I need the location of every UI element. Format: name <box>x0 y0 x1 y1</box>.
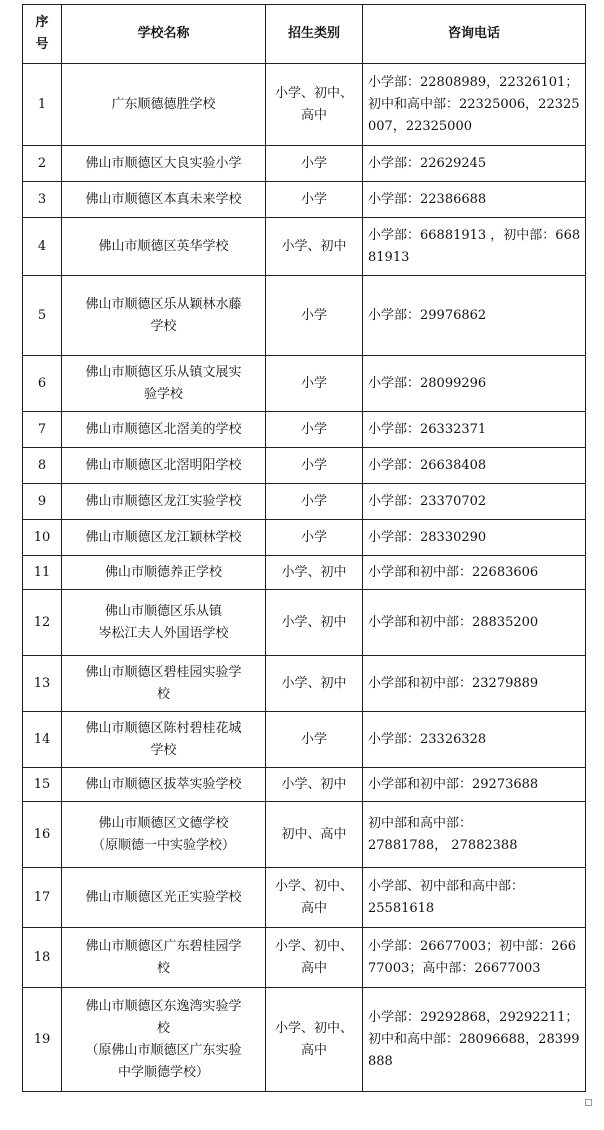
cell-index <box>23 520 62 556</box>
header-category: 招生类别 <box>266 5 363 64</box>
cell-category-line: 小学、初中 <box>281 564 347 580</box>
cell-category <box>266 712 363 768</box>
cell-category <box>266 520 363 556</box>
cell-phone <box>363 448 586 484</box>
table-row <box>23 768 586 802</box>
cell-index-line: 10 <box>33 529 51 545</box>
cell-index-line: 12 <box>33 614 51 630</box>
cell-index <box>23 448 62 484</box>
table-row <box>23 484 586 520</box>
cell-category-line: 小学、初中 <box>281 776 347 792</box>
cell-index <box>23 218 62 276</box>
cell-school-name-line: 佛山市顺德区光正实验学校 <box>85 889 242 905</box>
cell-phone-line: 小学部、初中部和高中部： <box>368 878 525 894</box>
table-row <box>23 988 586 1092</box>
header-row <box>23 5 586 64</box>
cell-category <box>266 356 363 412</box>
cell-index <box>23 146 62 182</box>
cell-index-line: 18 <box>33 949 51 965</box>
cell-phone <box>363 556 586 590</box>
header-index-line2: 号 <box>35 37 49 52</box>
cell-school-name-line: 佛山市顺德区北滘美的学校 <box>85 421 242 437</box>
cell-index <box>23 988 62 1092</box>
cell-index-line: 16 <box>33 826 51 842</box>
cell-school-name <box>62 218 266 276</box>
cell-index-line: 3 <box>37 191 47 207</box>
cell-index-line: 1 <box>37 96 47 112</box>
cell-school-name <box>62 988 266 1092</box>
cell-school-name <box>62 146 266 182</box>
cell-school-name <box>62 590 266 656</box>
cell-phone <box>363 146 586 182</box>
cell-index <box>23 928 62 988</box>
cell-school-name-line: 学校 <box>150 318 177 334</box>
cell-school-name <box>62 928 266 988</box>
cell-category <box>266 448 363 484</box>
cell-school-name-line: 校 <box>156 960 170 976</box>
cell-school-name-line: 佛山市顺德区乐从镇文展实 <box>85 364 242 380</box>
cell-school-name-line: 广东顺德德胜学校 <box>111 96 216 112</box>
cell-category-line: 小学、初中 <box>281 675 347 691</box>
cell-category-line: 小学 <box>300 155 327 171</box>
table-row <box>23 590 586 656</box>
cell-category-line: 高中 <box>300 1042 327 1058</box>
cell-school-name-line: 佛山市顺德区陈村碧桂花城 <box>85 720 242 736</box>
cell-school-name <box>62 182 266 218</box>
cell-phone <box>363 590 586 656</box>
table-row <box>23 520 586 556</box>
cell-category-line: 小学 <box>300 529 327 545</box>
cell-phone-line: 小学部：22629245 <box>368 155 487 171</box>
cell-phone-line: 27881788， 27882388 <box>368 837 518 853</box>
cell-school-name-line: 中学顺德学校） <box>117 1064 209 1080</box>
cell-category-line: 高中 <box>300 107 327 123</box>
cell-category-line: 小学 <box>300 457 327 473</box>
cell-school-name <box>62 656 266 712</box>
cell-phone <box>363 928 586 988</box>
cell-phone-line: 初中和高中部：22325006，22325007，22325000 <box>368 96 580 134</box>
cell-school-name <box>62 484 266 520</box>
cell-phone-line: 小学部：26332371 <box>368 421 487 437</box>
cell-category <box>266 590 363 656</box>
cell-phone <box>363 768 586 802</box>
cell-index-line: 14 <box>33 731 51 747</box>
cell-phone-line: 小学部：28330290 <box>368 529 487 545</box>
cell-category-line: 小学 <box>300 421 327 437</box>
header-phone: 咨询电话 <box>363 5 586 64</box>
cell-phone-line: 小学部：23326328 <box>368 731 487 747</box>
cell-category-line: 小学、初中、 <box>274 878 353 894</box>
cell-phone-line: 小学部和初中部：29273688 <box>368 776 539 792</box>
cell-category-line: 小学、初中 <box>281 238 347 254</box>
cell-index-line: 6 <box>37 375 47 391</box>
table-row <box>23 146 586 182</box>
cell-phone-line: 小学部：26677003；初中部：26677003；高中部：26677003 <box>368 938 576 976</box>
cell-category <box>266 484 363 520</box>
cell-school-name-line: 学校 <box>150 742 177 758</box>
table-corner-marker <box>585 1099 592 1106</box>
cell-phone-line: 小学部：22808989，22326101； <box>368 74 579 90</box>
cell-index-line: 19 <box>33 1031 51 1047</box>
cell-school-name <box>62 412 266 448</box>
cell-category <box>266 412 363 448</box>
cell-phone-line: 小学部：29292868，29292211； <box>368 1009 579 1025</box>
cell-school-name-line: 佛山市顺德区大良实验小学 <box>85 155 242 171</box>
cell-school-name <box>62 356 266 412</box>
cell-category <box>266 218 363 276</box>
school-table <box>22 4 586 1092</box>
cell-phone <box>363 356 586 412</box>
cell-index-line: 13 <box>33 675 51 691</box>
cell-category <box>266 988 363 1092</box>
cell-index-line: 17 <box>33 889 51 905</box>
cell-phone <box>363 484 586 520</box>
cell-category <box>266 868 363 928</box>
cell-category <box>266 182 363 218</box>
cell-school-name-line: 佛山市顺德区碧桂园实验学 <box>85 664 242 680</box>
cell-category <box>266 146 363 182</box>
table-row <box>23 276 586 356</box>
table-row <box>23 556 586 590</box>
cell-category-line: 小学 <box>300 307 327 323</box>
cell-phone <box>363 802 586 868</box>
cell-category <box>266 768 363 802</box>
cell-index-line: 11 <box>33 564 51 580</box>
cell-category <box>266 64 363 146</box>
cell-category <box>266 556 363 590</box>
cell-phone-line: 25581618 <box>368 900 435 916</box>
cell-phone-line: 小学部：29976862 <box>368 307 487 323</box>
table-row <box>23 356 586 412</box>
cell-school-name-line: 佛山市顺德区拔萃实验学校 <box>85 776 242 792</box>
cell-phone-line: 小学部：26638408 <box>368 457 487 473</box>
cell-index-line: 5 <box>37 307 47 323</box>
cell-index <box>23 412 62 448</box>
table-row <box>23 182 586 218</box>
cell-index-line: 4 <box>37 238 47 254</box>
cell-phone <box>363 712 586 768</box>
cell-school-name <box>62 712 266 768</box>
cell-school-name <box>62 64 266 146</box>
cell-school-name-line: 验学校 <box>143 386 183 402</box>
table-row <box>23 412 586 448</box>
table-row <box>23 656 586 712</box>
cell-index-line: 9 <box>37 493 47 509</box>
cell-phone <box>363 218 586 276</box>
cell-index <box>23 484 62 520</box>
cell-school-name-line: 佛山市顺德区乐从颖林水藤 <box>85 296 242 312</box>
cell-category-line: 小学 <box>300 191 327 207</box>
cell-phone-line: 小学部：23370702 <box>368 493 487 509</box>
table-body <box>23 64 586 1092</box>
cell-phone-line: 小学部和初中部：22683606 <box>368 564 539 580</box>
cell-index <box>23 590 62 656</box>
cell-school-name <box>62 276 266 356</box>
cell-phone <box>363 64 586 146</box>
cell-index <box>23 656 62 712</box>
cell-phone-line: 小学部和初中部：28835200 <box>368 614 539 630</box>
table-row <box>23 868 586 928</box>
cell-category <box>266 802 363 868</box>
cell-school-name-line: 岑松江夫人外国语学校 <box>98 625 229 641</box>
cell-phone <box>363 868 586 928</box>
cell-school-name-line: 佛山市顺德区本真未来学校 <box>85 191 242 207</box>
table-row <box>23 64 586 146</box>
cell-school-name <box>62 768 266 802</box>
cell-school-name-line: 校 <box>156 1020 170 1036</box>
cell-index <box>23 556 62 590</box>
cell-school-name <box>62 520 266 556</box>
cell-phone <box>363 182 586 218</box>
cell-phone-line: 小学部：66881913 ，初中部：66881913 <box>368 227 581 265</box>
table-row <box>23 928 586 988</box>
cell-category <box>266 276 363 356</box>
cell-phone <box>363 412 586 448</box>
cell-phone-line: 小学部：28099296 <box>368 375 487 391</box>
cell-category <box>266 656 363 712</box>
cell-school-name-line: 校 <box>156 686 170 702</box>
cell-category-line: 小学、初中、 <box>274 938 353 954</box>
cell-category-line: 小学 <box>300 375 327 391</box>
cell-category-line: 小学、初中 <box>281 614 347 630</box>
cell-school-name-line: （原佛山市顺德区广东实验 <box>85 1042 242 1058</box>
cell-index <box>23 356 62 412</box>
cell-school-name-line: 佛山市顺德区龙江实验学校 <box>85 493 242 509</box>
cell-phone <box>363 520 586 556</box>
cell-school-name-line: （原顺德一中实验学校） <box>91 837 235 853</box>
cell-category-line: 高中 <box>300 960 327 976</box>
cell-phone <box>363 656 586 712</box>
cell-category-line: 小学 <box>300 493 327 509</box>
cell-phone-line: 小学部：22386688 <box>368 191 487 207</box>
cell-category-line: 高中 <box>300 900 327 916</box>
table-row <box>23 218 586 276</box>
cell-school-name-line: 佛山市顺德区广东碧桂园学 <box>85 938 242 954</box>
cell-index-line: 8 <box>37 457 47 473</box>
cell-index-line: 2 <box>37 155 47 171</box>
cell-phone <box>363 988 586 1092</box>
cell-category <box>266 928 363 988</box>
cell-index-line: 15 <box>33 776 51 792</box>
cell-school-name <box>62 802 266 868</box>
cell-school-name-line: 佛山市顺德区北滘明阳学校 <box>85 457 242 473</box>
cell-category-line: 初中、高中 <box>281 826 347 842</box>
cell-school-name <box>62 868 266 928</box>
cell-index <box>23 868 62 928</box>
cell-school-name-line: 佛山市顺德区文德学校 <box>98 815 229 831</box>
cell-index-line: 7 <box>37 421 47 437</box>
header-name: 学校名称 <box>62 5 266 64</box>
cell-phone-line: 初中和高中部：28096688，28399888 <box>368 1031 580 1069</box>
cell-school-name-line: 佛山市顺德区英华学校 <box>98 238 229 254</box>
table-row <box>23 712 586 768</box>
header-index <box>23 5 62 64</box>
cell-school-name-line: 佛山市顺德区乐从镇 <box>104 603 222 619</box>
cell-index <box>23 712 62 768</box>
cell-phone <box>363 276 586 356</box>
cell-school-name-line: 佛山市顺德区东逸湾实验学 <box>85 998 242 1014</box>
table-row <box>23 448 586 484</box>
cell-school-name-line: 佛山市顺德区龙江颖林学校 <box>85 529 242 545</box>
cell-category-line: 小学、初中、 <box>274 85 353 101</box>
cell-phone-line: 小学部和初中部：23279889 <box>368 675 539 691</box>
cell-school-name <box>62 448 266 484</box>
cell-index <box>23 802 62 868</box>
header-index-line1: 序 <box>35 15 49 30</box>
table-row <box>23 802 586 868</box>
cell-category-line: 小学、初中、 <box>274 1020 353 1036</box>
cell-school-name-line: 佛山市顺德养正学校 <box>104 564 222 580</box>
cell-index <box>23 64 62 146</box>
cell-index <box>23 768 62 802</box>
cell-index <box>23 182 62 218</box>
cell-phone-line: 初中部和高中部： <box>368 815 473 831</box>
cell-category-line: 小学 <box>300 731 327 747</box>
cell-index <box>23 276 62 356</box>
cell-school-name <box>62 556 266 590</box>
